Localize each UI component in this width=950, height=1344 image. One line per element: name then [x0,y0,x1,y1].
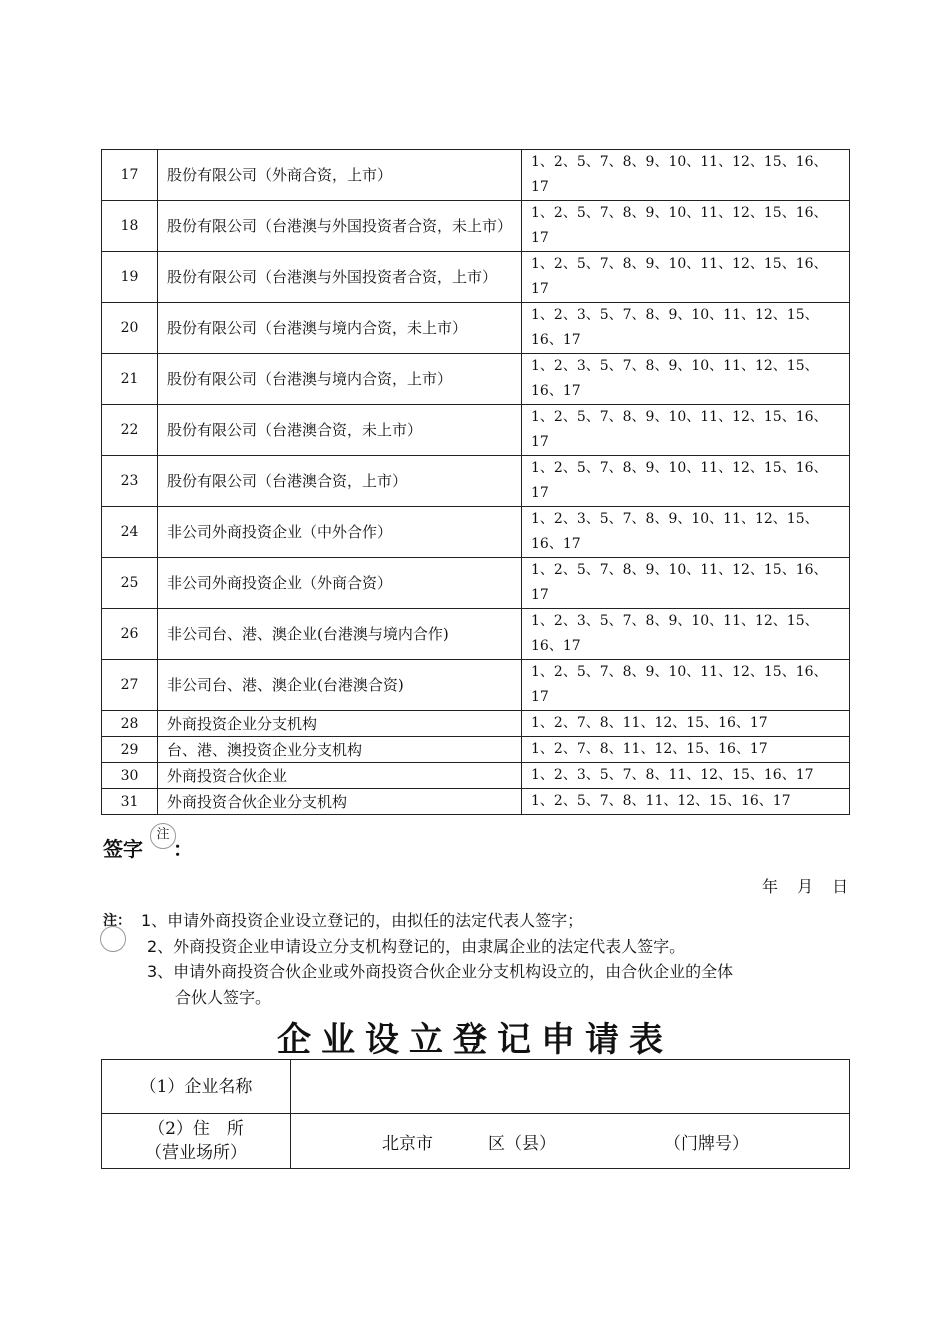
enterprise-type: 股份有限公司（台港澳合资，上市） [158,456,522,507]
note-item-3-cont: 合伙人签字。 [175,988,272,1007]
required-documents: 1、2、5、7、8、11、12、15、16、17 [522,789,850,815]
enterprise-type: 股份有限公司（外商合资，上市） [158,150,522,201]
row-number: 26 [102,609,158,660]
date-line: 年 月 日 [762,877,849,896]
enterprise-type: 股份有限公司（台港澳与外国投资者合资，上市） [158,252,522,303]
table-row [102,737,850,763]
company-name-label: （1）企业名称 [102,1060,291,1114]
required-documents: 1、2、5、7、8、9、10、11、12、15、16、17 [522,150,850,201]
table-row [102,252,850,303]
row-number: 30 [102,763,158,789]
enterprise-type: 股份有限公司（台港澳与外国投资者合资，未上市） [158,201,522,252]
required-documents: 1、2、5、7、8、9、10、11、12、15、16、17 [522,558,850,609]
table-row [102,303,850,354]
enterprise-type: 股份有限公司（台港澳合资，未上市） [158,405,522,456]
row-number: 25 [102,558,158,609]
row-number: 28 [102,711,158,737]
note-mark: 注 [150,823,176,849]
row-number: 22 [102,405,158,456]
signature-text: 签字 [103,837,143,861]
required-documents: 1、2、5、7、8、9、10、11、12、15、16、17 [522,660,850,711]
document-types-table [101,149,850,815]
address-district: 区（县） [488,1134,556,1154]
enterprise-type: 外商投资合伙企业分支机构 [158,789,522,815]
table-row [102,711,850,737]
row-number: 20 [102,303,158,354]
document-types-body [102,150,850,815]
enterprise-type: 非公司台、港、澳企业(台港澳与境内合作) [158,609,522,660]
enterprise-type: 外商投资企业分支机构 [158,711,522,737]
row-number: 18 [102,201,158,252]
registration-form [101,1059,850,1169]
enterprise-type: 股份有限公司（台港澳与境内合资，上市） [158,354,522,405]
required-documents: 1、2、3、5、7、8、11、12、15、16、17 [522,763,850,789]
row-number: 17 [102,150,158,201]
address-field[interactable] [291,1114,850,1169]
enterprise-type: 股份有限公司（台港澳与境内合资，未上市） [158,303,522,354]
note-item-3: 3、申请外商投资合伙企业或外商投资合伙企业分支机构设立的，由合伙企业的全体 [147,962,734,981]
table-row [102,558,850,609]
form-title: 企业设立登记申请表 [277,1020,673,1060]
row-number: 23 [102,456,158,507]
required-documents: 1、2、5、7、8、9、10、11、12、15、16、17 [522,252,850,303]
required-documents: 1、2、3、5、7、8、9、10、11、12、15、16、17 [522,303,850,354]
row-number: 29 [102,737,158,763]
required-documents: 1、2、7、8、11、12、15、16、17 [522,711,850,737]
table-row [102,201,850,252]
table-row [102,150,850,201]
required-documents: 1、2、3、5、7、8、9、10、11、12、15、16、17 [522,507,850,558]
enterprise-type: 非公司台、港、澳企业(台港澳合资) [158,660,522,711]
table-row [102,507,850,558]
address-label [102,1114,291,1169]
address-label-line-2: （营业场所） [145,1143,247,1163]
row-number: 31 [102,789,158,815]
enterprise-type: 非公司外商投资企业（中外合作） [158,507,522,558]
table-row [102,405,850,456]
row-number: 27 [102,660,158,711]
company-name-field[interactable] [291,1060,850,1114]
enterprise-type: 外商投资合伙企业 [158,763,522,789]
signature-label [103,827,193,862]
row-number: 24 [102,507,158,558]
required-documents: 1、2、3、5、7、8、9、10、11、12、15、16、17 [522,609,850,660]
table-row [102,609,850,660]
table-row [102,789,850,815]
required-documents: 1、2、5、7、8、9、10、11、12、15、16、17 [522,201,850,252]
table-row [102,660,850,711]
enterprise-type: 台、港、澳投资企业分支机构 [158,737,522,763]
row-number: 19 [102,252,158,303]
address-number: （门牌号） [664,1134,749,1154]
table-row [102,354,850,405]
row-number: 21 [102,354,158,405]
address-city: 北京市 [382,1134,433,1154]
signature-colon: ： [173,837,193,861]
note-item-1: 1、申请外商投资企业设立登记的，由拟任的法定代表人签字； [141,911,584,930]
table-row [102,763,850,789]
required-documents: 1、2、5、7、8、9、10、11、12、15、16、17 [522,405,850,456]
required-documents: 1、2、3、5、7、8、9、10、11、12、15、16、17 [522,354,850,405]
notes-mark-circle [100,926,126,952]
notes-mark: 注： [103,913,131,929]
required-documents: 1、2、7、8、11、12、15、16、17 [522,737,850,763]
table-row [102,456,850,507]
address-label-line-1: （2）住 所 [148,1119,244,1139]
note-item-2: 2、外商投资企业申请设立分支机构登记的，由隶属企业的法定代表人签字。 [147,937,686,956]
required-documents: 1、2、5、7、8、9、10、11、12、15、16、17 [522,456,850,507]
enterprise-type: 非公司外商投资企业（外商合资） [158,558,522,609]
